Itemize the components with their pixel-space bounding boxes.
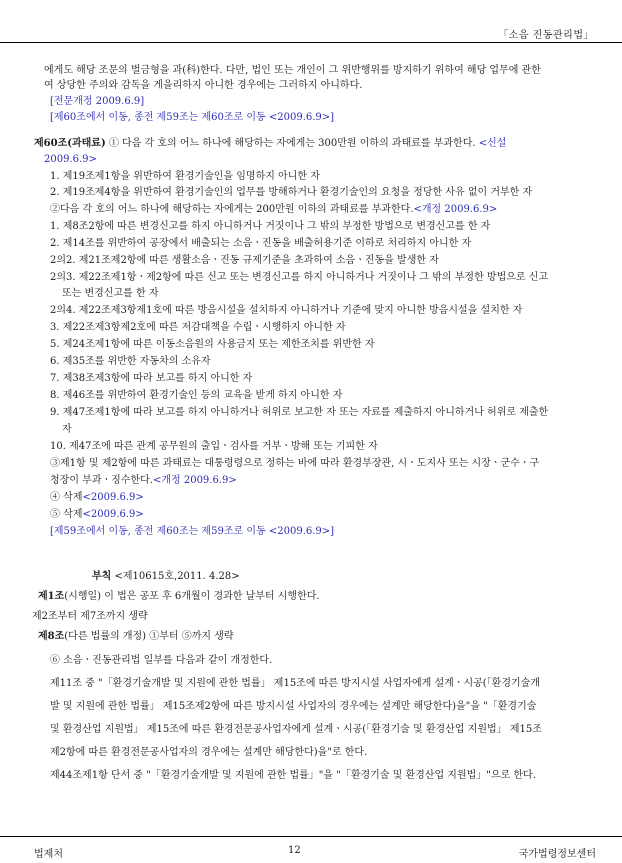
paragraph-3-cont <box>50 474 237 488</box>
article-60-new-note-date[interactable]: 2009.6.9> <box>44 154 97 165</box>
p2-item-7: 7. 제38조제3항에 따라 보고를 하지 아니한 자 <box>50 373 253 384</box>
amendment-note[interactable]: [전문개정 2009.6.9] <box>50 96 145 107</box>
footer-source: 법제처 <box>34 849 63 860</box>
paragraph-5 <box>50 508 144 522</box>
addenda-article-1 <box>38 590 320 604</box>
paragraph-3: ③제1항 및 제2항에 따른 과태료는 대통령령으로 정하는 바에 따라 환경부장관, 시ㆍ도지사 또는 시장ㆍ군수ㆍ구 <box>50 458 540 469</box>
amendment-text-3: 및 환경산업 지원법」 제15조에 따른 환경전문공사업자에게 설계ㆍ시공(「환경기술 및 환경산업 지원법」 제15조 <box>50 724 542 735</box>
addenda-heading <box>92 570 240 584</box>
p2-item-8: 8. 제46조를 위반하여 환경기술인 등의 교육을 받게 하지 아니한 자 <box>50 390 343 401</box>
p2-item-2-4: 2의4. 제22조제3항제1호에 따른 방음시설을 설치하지 아니하거나 기준에 맞지 아니한 방음시설을 설치한 자 <box>50 305 523 316</box>
paragraph-2-text: ②다음 각 호의 어느 하나에 해당하는 자에게는 200만원 이하의 과태료를 부과한다. <box>50 204 414 215</box>
footer-center: 국가법령정보센터 <box>518 849 596 860</box>
p2-item-10: 10. 제47조에 따른 관계 공무원의 출입ㆍ검사를 거부ㆍ방해 또는 기피한 자 <box>50 441 378 452</box>
item-2: 2. 제19조제4항을 위반하여 환경기술인의 업무를 방해하거나 환경기술인의 요청을 정당한 사유 없이 거부한 자 <box>50 187 533 198</box>
p2-item-2-2: 2의2. 제21조제2항에 따른 생활소음ㆍ진동 규제기준을 초과하여 소음ㆍ진동을 발생한 자 <box>50 255 439 266</box>
article-60-paragraph-1: ① 다음 각 호의 어느 하나에 해당하는 자에게는 300만원 이하의 과태료를 부과한다. <box>105 138 479 149</box>
article-60-title: 제60조(과태료) <box>34 138 106 149</box>
paragraph-5-amend[interactable]: <2009.6.9> <box>82 509 144 520</box>
paragraph-4-text: ④ 삭제 <box>50 492 83 503</box>
item-1: 1. 제19조제1항을 위반하여 환경기술인을 임명하지 아니한 자 <box>50 171 320 182</box>
paragraph-2 <box>50 203 497 217</box>
page-number: 12 <box>288 845 301 856</box>
addenda-article-8-title: 제8조 <box>38 631 65 642</box>
page-footer <box>0 836 622 863</box>
p2-item-6: 6. 제35조를 위반한 자동차의 소유자 <box>50 356 211 367</box>
paragraph-4 <box>50 491 144 505</box>
paragraph-5-text: ⑤ 삭제 <box>50 509 83 520</box>
amendment-text-2: 발 및 지원에 관한 법률」 제15조제2항에 따른 방지시설 사업자의 경우에는 설계만 해당한다)을"을 "「환경기술 <box>50 701 537 712</box>
p2-item-1: 1. 제8조2항에 따른 변경신고를 하지 아니하거나 거짓이나 그 밖의 부정한 방법으로 변경신고를 한 자 <box>50 221 491 232</box>
article-60-move-note[interactable]: [제59조에서 이동, 종전 제60조는 제59조로 이동 <2009.6.9>] <box>50 526 335 537</box>
addenda-law-number: <제10615호,2011. 4.28> <box>111 571 240 582</box>
addenda-title: 부칙 <box>92 571 112 582</box>
move-note[interactable]: [제60조에서 이동, 종전 제59조는 제60조로 이동 <2009.6.9>] <box>50 112 335 123</box>
article-60-new-note[interactable]: <신설 <box>478 138 507 149</box>
page-header <box>0 0 622 43</box>
paragraph-2-amend[interactable]: <개정 2009.6.9> <box>413 204 498 215</box>
amendment-text-4: 제2항에 따른 환경전문공사업자의 경우에는 설계만 해당한다)을"로 한다. <box>50 747 368 758</box>
addenda-article-1-title: 제1조 <box>38 591 65 602</box>
addenda-article-8-p6: ⑥ 소음ㆍ진동관리법 일부를 다음과 같이 개정한다. <box>50 655 273 666</box>
amendment-text-1: 제11조 중 "「환경기술개발 및 지원에 관한 법률」 제15조에 따른 방지시설 사업자에게 설계ㆍ시공(「환경기술개 <box>50 678 540 689</box>
addenda-article-1-text: (시행일) 이 법은 공포 후 6개월이 경과한 날부터 시행한다. <box>64 591 320 602</box>
paragraph-3-cont-text: 청장이 부과ㆍ징수한다. <box>50 475 153 486</box>
paragraph-3-amend[interactable]: <개정 2009.6.9> <box>152 475 237 486</box>
p2-item-5: 5. 제24조제1항에 따른 이동소음원의 사용금지 또는 제한조치를 위반한 자 <box>50 339 375 350</box>
p2-item-3: 3. 제22조제3항제2호에 따른 저감대책을 수립ㆍ시행하지 아니한 자 <box>50 322 346 333</box>
article-60-heading <box>34 137 506 151</box>
intro-line-2: 여 상당한 주의와 감독을 게을리하지 아니한 경우에는 그러하지 아니하다. <box>44 80 363 91</box>
p2-item-2-3: 2의3. 제22조제1항ㆍ제2항에 따른 신고 또는 변경신고를 하지 아니하거나 거짓이나 그 밖의 부정한 방법으로 신고 <box>50 272 549 283</box>
p2-item-2-3-cont: 또는 변경신고를 한 자 <box>62 288 159 299</box>
addenda-article-8 <box>38 630 234 644</box>
addenda-article-8-text: (다른 법률의 개정) ①부터 ⑤까지 생략 <box>64 631 234 642</box>
p2-item-9-cont: 자 <box>62 424 72 435</box>
addenda-articles-2-7: 제2조부터 제7조까지 생략 <box>32 611 148 622</box>
p2-item-2: 2. 제14조를 위반하여 공장에서 배출되는 소음ㆍ진동을 배출허용기준 이하로 처리하지 아니한 자 <box>50 238 472 249</box>
intro-line-1: 에게도 해당 조문의 벌금형을 과(科)한다. 다만, 법인 또는 개인이 그 위반행위를 방지하기 위하여 해당 업무에 관한 <box>44 65 541 76</box>
amendment-text-5: 제44조제1항 단서 중 "「환경기술개발 및 지원에 관한 법률」"을 "「환경기술 및 환경산업 지원법」"으로 한다. <box>50 770 536 781</box>
law-title: 「소음 진동관리법」 <box>498 30 594 41</box>
p2-item-9: 9. 제47조제1항에 따라 보고를 하지 아니하거나 허위로 보고한 자 또는 자료를 제출하지 아니하거나 허위로 제출한 <box>50 407 549 418</box>
paragraph-4-amend[interactable]: <2009.6.9> <box>82 492 144 503</box>
